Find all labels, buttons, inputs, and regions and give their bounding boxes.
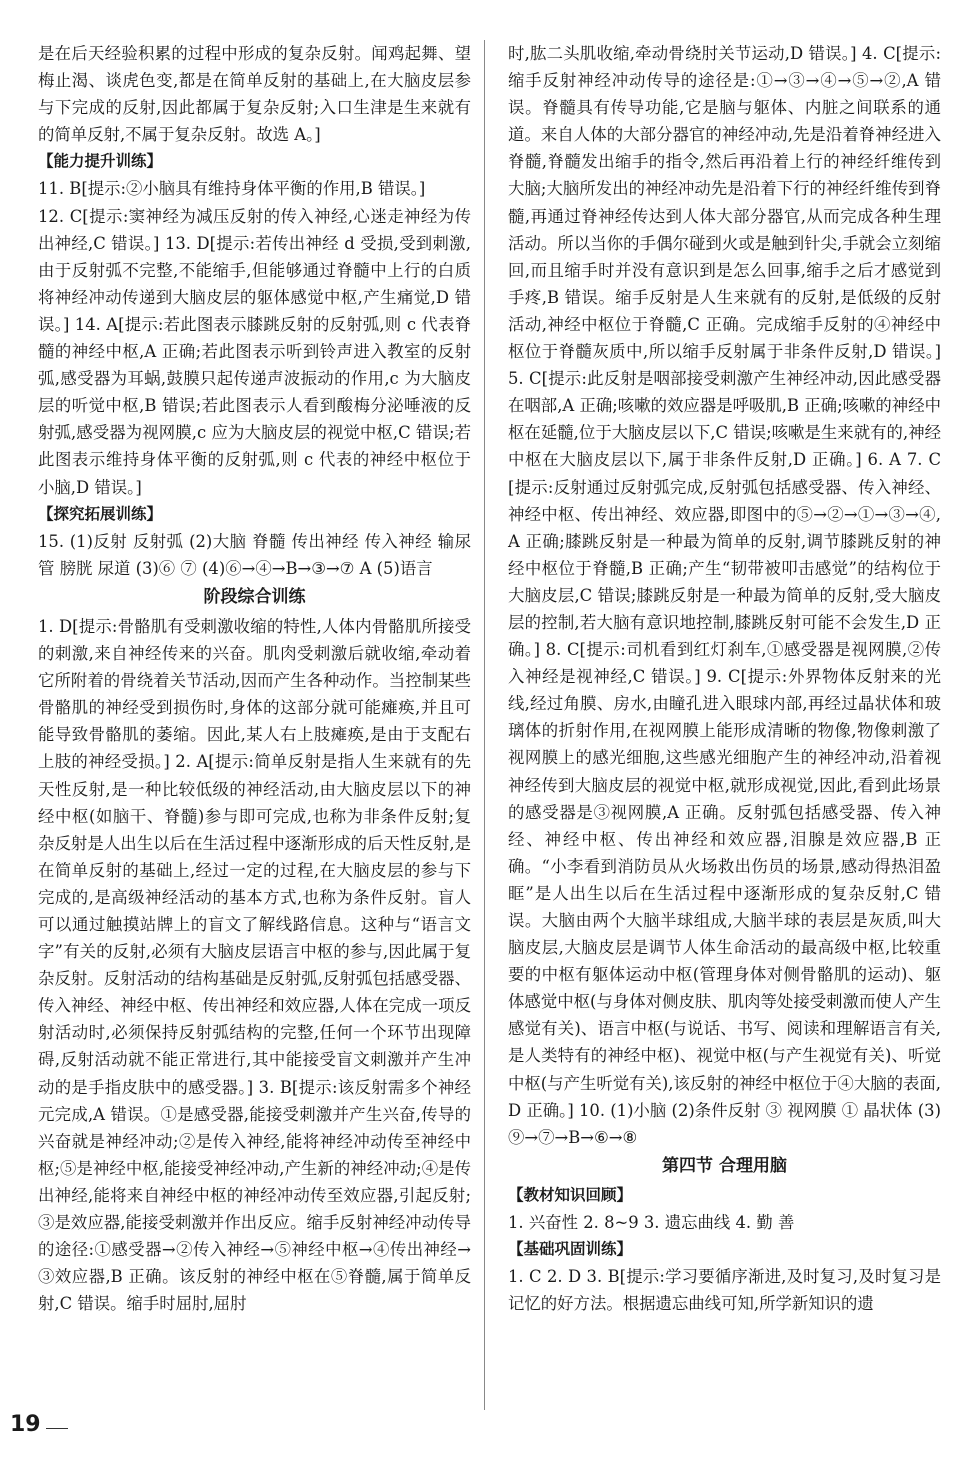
right-paragraph-3: 1. C 2. D 3. B[提示:学习要循序渐进,及时复习,及时复习是记忆的好方法。根据遗忘曲线可知,所学新知识的遗 — [508, 1267, 941, 1314]
left-paragraph-1: 是在后天经验积累的过程中形成的复杂反射。闻鸡起舞、望梅止渴、谈虎色变,都是在简单反射的基础上,在大脑皮层参与下完成的反射,因此都属于复杂反射;入口生津是生来就有的简单反射,不属于复杂反射。故选 A。] — [38, 44, 471, 145]
stage-training-title: 阶段综合训练 — [203, 586, 306, 607]
ability-section-label: 【能力提升训练】 — [38, 152, 163, 171]
column-divider — [484, 40, 485, 1410]
right-column — [508, 40, 941, 1317]
page-number: 19 — [10, 1412, 41, 1437]
right-paragraph-1: 时,肱二头肌收缩,牵动骨绕肘关节运动,D 错误。] 4. C[提示:缩手反射神经冲动传导的途径是:①→③→④→⑤→②,A 错误。脊髓具有传导功能,它是脑与躯体、内脏之间联系的通道。来自人体的大部分器官的神经冲动,先是沿着脊神经进入脊髓,脊髓发出缩手的指令,然后再沿着上行的神经纤维传到大脑;大脑所发出的神经冲动先是沿着下行的神经纤维传到脊髓,再通过脊神经传达到人体大部分器官,从而完成各种生理活动。所以当你的手偶尔碰到火或是触到针尖,手就会立刻缩回,而且缩手时并没有意识到是怎么回事,缩手之后才感觉到手疼,B 错误。缩手反射是人生来就有的反射,是低级的反射活动,神经中枢位于脊髓,C 正确。完成缩手反射的④神经中枢位于脊髓灰质中,所以缩手反射属于非条件反射,D 错误。] 5. C[提示:此反射是咽部接受刺激产生神经冲动,因此感受器在咽部,A 正确;咳嗽的效应器是呼吸肌,B 正确;咳嗽的神经中枢在延髓,位于大脑皮层以下,C 错误;咳嗽是生来就有的,神经中枢在大脑皮层以下,属于非条件反射,D 正确。] 6. A 7. C[提示:反射通过反射弧完成,反射弧包括感受器、传入神经、神经中枢、传出神经、效应器,即图中的⑤→②→①→③→④,A 正确;膝跳反射是一种最为简单的反射,调节膝跳反射的神经中枢位于脊髓,B 正确;产生“韧带被叩击感觉”的结构位于大脑皮层,C 错误;膝跳反射是一种最为简单的反射,受大脑皮层的控制,若大脑有意识地控制,膝跳反射可能不会发生,D 正确。] 8. C[提示:司机看到红灯刹车,①感受器是视网膜,②传入神经是视神经,C 错误。] 9. C[提示:外界物体反射来的光线,经过角膜、房水,由瞳孔进入眼球内部,再经过晶状体和玻璃体的折射作用,在视网膜上能形成清晰的物像,物像刺激了视网膜上的感光细胞,这些感光细胞产生的神经冲动,沿着视神经传到大脑皮层的视觉中枢,就形成视觉,因此,看到此场景的感受器是③视网膜,A 正确。反射弧包括感受器、传入神经、神经中枢、传出神经和效应器,泪腺是效应器,B 正确。“小李看到消防员从火场救出伤员的场景,感动得热泪盈眶”是人出生以后在生活过程中逐渐形成的复杂反射,C 错误。大脑由两个大脑半球组成,大脑半球的表层是灰质,叫大脑皮层,大脑皮层是调节人体生命活动的最高级中枢,比较重要的中枢有躯体运动中枢(管理身体对侧骨骼肌的运动)、躯体感觉中枢(与身体对侧皮肤、肌肉等处接受刺激而使人产生感觉有关)、语言中枢(与说话、书写、阅读和理解语言有关,是人类特有的神经中枢)、视觉中枢(与产生视觉有关)、听觉中枢(与产生听觉有关),该反射的神经中枢位于④大脑的表面,D 正确。] 10. (1)小脑 (2)条件反射 ③ 视网膜 ① 晶状体 (3)⑨→⑦→B→⑥→⑧ — [508, 44, 941, 1147]
left-paragraph-5: 1. D[提示:骨骼肌有受刺激收缩的特性,人体内骨骼肌所接受的刺激,来自神经传来的兴奋。肌肉受刺激后就收缩,牵动着它所附着的骨绕着关节活动,因而产生各种动作。当控制某些骨骼肌的神经受到损伤时,身体的这部分就可能瘫痪,并且可能导致骨骼肌的萎缩。因此,某人右上肢瘫痪,是由于支配右上肢的神经受损。] 2. A[提示:简单反射是指人生来就有的先天性反射,是一种比较低级的神经活动,由大脑皮层以下的神经中枢(如脑干、脊髓)参与即可完成,也称为非条件反射;复杂反射是人出生以后在生活过程中逐渐形成的后天性反射,是在简单反射的基础上,经过一定的过程,在大脑皮层的参与下完成的,是高级神经活动的基本方式,也称为条件反射。盲人可以通过触摸站牌上的盲文了解线路信息。这种与“语言文字”有关的反射,必须有大脑皮层语言中枢的参与,因此属于复杂反射。反射活动的结构基础是反射弧,反射弧包括感受器、传入神经、神经中枢、传出神经和效应器,人体在完成一项反射活动时,必须保持反射弧结构的完整,任何一个环节出现障碍,反射活动就不能正常进行,其中能接受盲文刺激并产生冲动的是手指皮肤中的感受器。] 3. B[提示:该反射需多个神经元完成,A 错误。①是感受器,能接受刺激并产生兴奋,传导的兴奋就是神经冲动;②是传入神经,能将神经冲动传至神经中枢;⑤是神经中枢,能接受神经冲动,产生新的神经冲动;④是传出神经,能将来自神经中枢的神经冲动传至效应器,引起反射;③是效应器,能接受刺激并作出反应。缩手反射神经冲动传导的途径:①感受器→②传入神经→⑤神经中枢→④传出神经→③效应器,B 正确。该反射的神经中枢在⑤脊髓,属于简单反射,C 错误。缩手时屈肘,屈肘 — [38, 616, 471, 1314]
section-four-title: 第四节 合理用脑 — [662, 1155, 787, 1176]
left-paragraph-4: 15. (1)反射 反射弧 (2)大脑 脊髓 传出神经 传入神经 输尿管 膀胱 尿道 (3)⑥ ⑦ (4)⑥→④→B→③→⑦ A (5)语言 — [38, 531, 471, 578]
left-paragraph-3: 12. C[提示:窦神经为减压反射的传入神经,心迷走神经为传出神经,C 错误。] 13. D[提示:若传出神经 d 受损,受到刺激,由于反射弧不完整,不能缩手,但能够通过脊髓中上行的白质将神经冲动传递到大脑皮层的躯体感觉中枢,产生痛觉,D 错误。] 14. A[提示:若此图表示膝跳反射的反射弧,则 c 代表脊髓的神经中枢,A 正确;若此图表示听到铃声进入教室的反射弧,感受器为耳蜗,鼓膜只起传递声波振动的作用,c 为大脑皮层的听觉中枢,B 错误;若此图表示人看到酸梅分泌唾液的反射弧,感受器为视网膜,c 应为大脑皮层的视觉中枢,C 错误;若此图表示维持身体平衡的反射弧,则 c 代表的神经中枢位于小脑,D 错误。] — [38, 206, 471, 497]
basic-section-label: 【基础巩固训练】 — [508, 1240, 633, 1259]
review-section-label: 【教材知识回顾】 — [508, 1185, 633, 1204]
explore-section-label: 【探究拓展训练】 — [38, 504, 163, 523]
right-paragraph-2: 1. 兴奋性 2. 8~9 3. 遗忘曲线 4. 勤 善 — [508, 1213, 795, 1233]
page-number-rule — [46, 1428, 68, 1429]
left-paragraph-2: 11. B[提示:②小脑具有维持身体平衡的作用,B 错误。] — [38, 179, 426, 199]
left-column — [38, 40, 471, 1317]
